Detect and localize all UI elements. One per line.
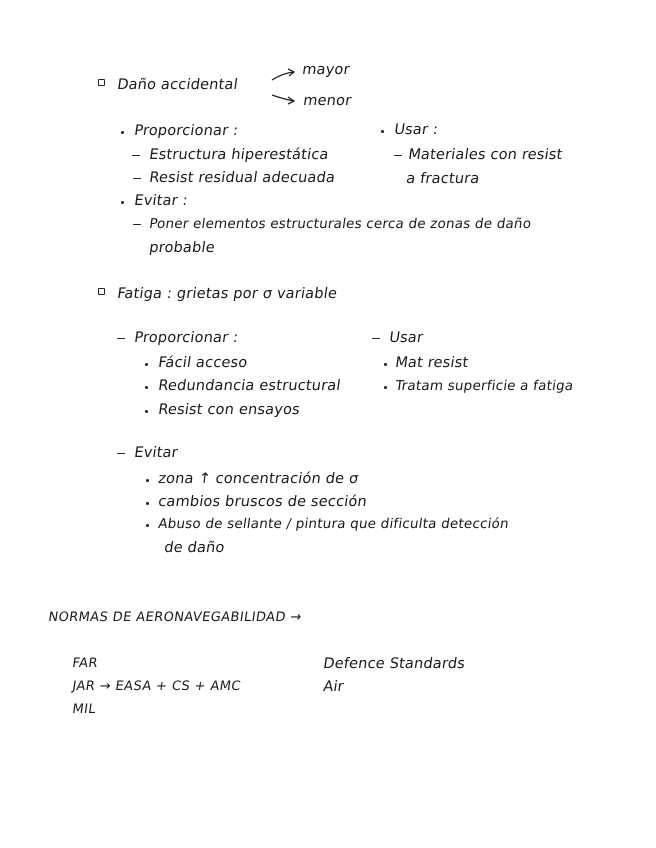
s2-proporcionar-label: Proporcionar : [133, 330, 240, 346]
norma-air: Air [322, 679, 345, 695]
s2-use-item-1: Mat resist [394, 355, 470, 371]
s2-prop-item-2: Redundancia estructural [157, 378, 342, 394]
norma-jar: JAR → EASA + CS + AMC [71, 679, 242, 694]
s2-evitar-label: Evitar [133, 445, 179, 461]
section-title-fatiga: Fatiga : grietas por σ variable [116, 286, 339, 302]
checkbox-bullet-icon [98, 79, 105, 86]
normas-heading: NORMAS DE AERONAVEGABILIDAD → [47, 610, 303, 625]
bullet-dot-icon [146, 479, 149, 482]
s1-avoid-item-line2: probable [148, 240, 216, 256]
branch-mayor: mayor [301, 62, 351, 78]
bullet-dot-icon [384, 363, 387, 366]
s2-use-item-2: Tratam superficie a fatiga [394, 378, 575, 394]
s2-avoid-item-3-line2: de daño [163, 540, 226, 556]
s1-prop-item-1: Estructura hiperestática [148, 147, 330, 163]
bullet-dot-icon [381, 130, 384, 133]
s1-proporcionar-label: Proporcionar : [133, 123, 240, 139]
s2-avoid-item-1: zona ↑ concentración de σ [157, 471, 360, 487]
bullet-dot-icon [384, 386, 387, 389]
s1-use-item-1: Materiales con resist [407, 147, 564, 163]
section-title-dano-accidental: Daño accidental [116, 77, 239, 93]
bullet-dot-icon [146, 502, 149, 505]
s2-prop-item-1: Fácil acceso [157, 355, 249, 371]
s2-avoid-item-3-line1: Abuso de sellante / pintura que dificulta detección [157, 516, 510, 532]
branch-menor: menor [302, 93, 353, 109]
s1-evitar-label: Evitar : [133, 193, 189, 209]
bullet-dot-icon [145, 363, 148, 366]
s1-usar-label: Usar : [393, 122, 440, 138]
norma-far: FAR [71, 656, 99, 671]
s2-avoid-item-2: cambios bruscos de sección [157, 494, 369, 510]
s1-use-item-2: a fractura [405, 171, 481, 187]
s1-avoid-item-line1: Poner elementos estructurales cerca de zonas de daño [148, 216, 533, 232]
bullet-dot-icon [121, 201, 124, 204]
norma-mil: MIL [71, 702, 97, 717]
bullet-dot-icon [145, 410, 148, 413]
bullet-dot-icon [146, 524, 149, 527]
bullet-dot-icon [145, 386, 148, 389]
s2-usar-label: Usar [388, 330, 425, 346]
checkbox-bullet-icon [98, 288, 105, 295]
bullet-dot-icon [121, 131, 124, 134]
norma-defence-standards: Defence Standards [322, 656, 467, 672]
s2-prop-item-3: Resist con ensayos [157, 402, 301, 418]
s1-prop-item-2: Resist residual adecuada [148, 170, 337, 186]
